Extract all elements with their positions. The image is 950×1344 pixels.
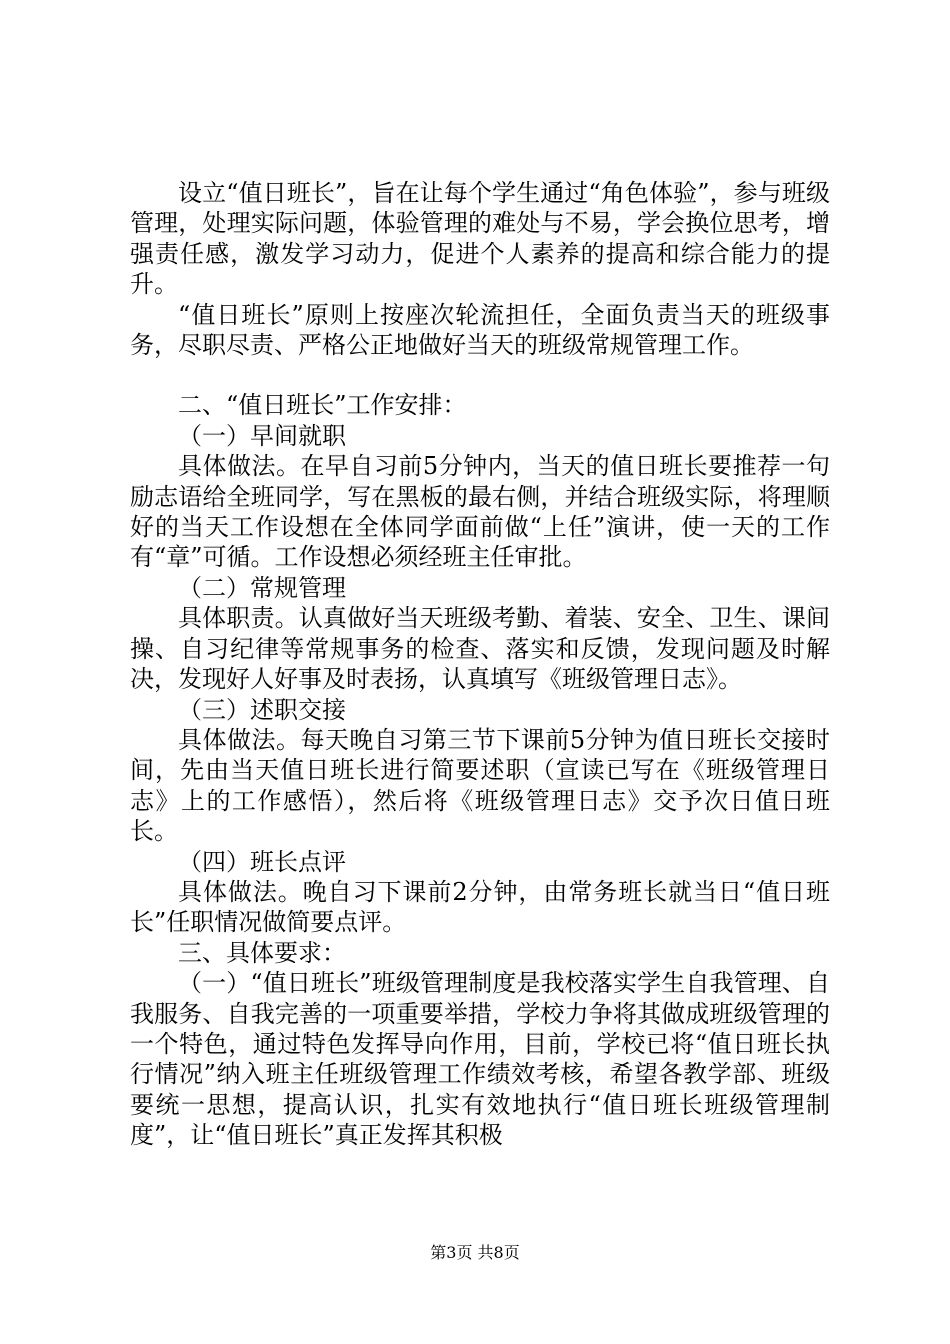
paragraph-purpose: 设立“值日班长”，旨在让每个学生通过“角色体验”，参与班级管理，处理实际问题，体验管理的难处与不易，学会换位思考，增强责任感，激发学习动力，促进个人素养的提高和综合能力的提升。 — [130, 179, 830, 299]
subheading-handover: （三）述职交接 — [178, 695, 346, 724]
subheading-routine: （二）常规管理 — [178, 573, 346, 602]
subheading-review: （四）班长点评 — [178, 847, 346, 876]
document-body — [130, 178, 830, 1151]
paragraph-review: 具体做法。晚自习下课前2分钟，由常务班长就当日“值日班长”任职情况做简要点评。 — [130, 877, 830, 937]
section-heading-arrangement: 二、“值日班长”工作安排： — [178, 391, 467, 420]
paragraph-routine: 具体职责。认真做好当天班级考勤、着装、安全、卫生、课间操、自习纪律等常规事务的检查、落实和反馈，发现问题及时解决，发现好人好事及时表扬，认真填写《班级管理日志》。 — [130, 604, 830, 694]
paragraph-handover: 具体做法。每天晚自习第三节下课前5分钟为值日班长交接时间，先由当天值日班长进行简要述职（宣读已写在《班级管理日志》上的工作感悟），然后将《班级管理日志》交予次日值日班长。 — [130, 725, 830, 846]
paragraph-rotation: “值日班长”原则上按座次轮流担任，全面负责当天的班级事务，尽职尽责、严格公正地做好当天的班级常规管理工作。 — [130, 300, 830, 360]
subheading-morning: （一）早间就职 — [178, 421, 346, 450]
paragraph-requirements: （一）“值日班长”班级管理制度是我校落实学生自我管理、自我服务、自我完善的一项重要举措，学校力争将其做成班级管理的一个特色，通过特色发挥导向作用，目前，学校已将“值日班长执行情况”纳入班主任班级管理工作绩效考核，希望各教学部、班级要统一思想，提高认识，扎实有效地执行“值日班长班级管理制度”，让“值日班长”真正发挥其积极 — [130, 969, 830, 1150]
section-heading-requirements: 三、具体要求： — [178, 938, 346, 967]
paragraph-morning: 具体做法。在早自习前5分钟内，当天的值日班长要推荐一句励志语给全班同学，写在黑板的最右侧，并结合班级实际，将理顺好的当天工作设想在全体同学面前做“上任”演讲，使一天的工作有“章”可循。工作设想必须经班主任审批。 — [130, 452, 830, 572]
page-number-footer: 第3页 共8页 — [430, 1243, 520, 1262]
